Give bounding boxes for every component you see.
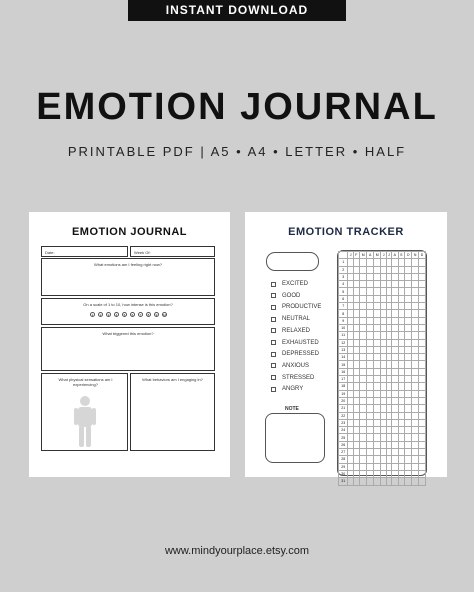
grid-row <box>339 390 426 397</box>
grid-cell <box>359 390 367 397</box>
grid-row <box>339 281 426 288</box>
grid-cell <box>412 295 419 302</box>
grid-cell <box>359 295 367 302</box>
day-number: 11 <box>339 332 348 339</box>
grid-cell <box>359 259 367 266</box>
grid-cell <box>359 441 367 448</box>
grid-cell <box>373 368 381 375</box>
date-label: Date: <box>45 250 55 255</box>
checkbox-icon <box>271 305 276 310</box>
grid-row <box>339 266 426 273</box>
grid-cell <box>419 295 426 302</box>
grid-cell <box>412 463 419 470</box>
grid-cell <box>373 317 381 324</box>
trigger-box <box>41 327 215 371</box>
grid-cell <box>412 405 419 412</box>
day-number: 28 <box>339 456 348 463</box>
scale-dot: 2 <box>99 313 102 317</box>
grid-cell <box>405 273 412 280</box>
date-field <box>41 246 128 257</box>
grid-cell <box>412 441 419 448</box>
grid-cell <box>412 470 419 477</box>
grid-row <box>339 419 426 426</box>
day-number: 17 <box>339 376 348 383</box>
grid-cell <box>405 449 412 456</box>
grid-row <box>339 310 426 317</box>
grid-cell <box>373 332 381 339</box>
emotion-label: PRODUCTIVE <box>282 304 322 311</box>
grid-row <box>339 324 426 331</box>
day-number: 10 <box>339 324 348 331</box>
grid-cell <box>405 259 412 266</box>
month-header: A <box>392 252 398 259</box>
grid-cell <box>405 434 412 441</box>
month-header: D <box>419 252 426 259</box>
grid-row <box>339 332 426 339</box>
grid-cell <box>405 281 412 288</box>
emotion-item <box>271 363 309 369</box>
month-header: O <box>405 252 412 259</box>
grid-cell <box>373 361 381 368</box>
emotion-label: ANXIOUS <box>282 362 310 369</box>
grid-cell <box>359 281 367 288</box>
grid-cell <box>359 412 367 419</box>
grid-cell <box>359 449 367 456</box>
grid-row <box>339 397 426 404</box>
grid-cell <box>419 397 426 404</box>
grid-cell <box>419 478 426 485</box>
pill-label-box <box>266 252 319 271</box>
grid-cell <box>419 419 426 426</box>
grid-cell <box>419 324 426 331</box>
tracker-page <box>245 212 447 484</box>
emotion-item <box>271 375 314 381</box>
intensity-box <box>41 298 215 325</box>
grid-cell <box>419 332 426 339</box>
grid-cell <box>405 368 412 375</box>
grid-row <box>339 383 426 390</box>
grid-cell <box>419 449 426 456</box>
grid-cell <box>405 266 412 273</box>
emotion-label: NEUTRAL <box>282 316 311 323</box>
emotion-label: GOOD <box>282 292 301 299</box>
grid-cell <box>405 441 412 448</box>
grid-row <box>339 354 426 361</box>
scale-dot: 6 <box>131 313 134 317</box>
grid-cell <box>419 368 426 375</box>
grid-cell <box>359 463 367 470</box>
scale-dot: 4 <box>115 313 118 317</box>
month-header: F <box>355 253 358 258</box>
day-number: 15 <box>339 361 348 368</box>
grid-cell <box>373 354 381 361</box>
grid-cell <box>405 361 412 368</box>
grid-cell <box>405 376 412 383</box>
grid-cell <box>373 434 381 441</box>
grid-cell <box>359 346 367 353</box>
grid-row <box>339 295 426 302</box>
month-header: J <box>388 253 390 258</box>
day-number: 29 <box>339 463 348 470</box>
grid-cell <box>359 427 367 434</box>
grid-cell <box>412 346 419 353</box>
emotion-label: RELAXED <box>282 327 311 334</box>
grid-cell <box>419 354 426 361</box>
grid-row <box>339 339 426 346</box>
grid-row <box>339 303 426 310</box>
grid-row <box>339 478 426 485</box>
tracker-table <box>338 251 426 486</box>
grid-cell <box>419 273 426 280</box>
grid-cell <box>412 361 419 368</box>
grid-row <box>339 449 426 456</box>
tracker-grid <box>337 250 427 484</box>
grid-cell <box>373 281 381 288</box>
grid-cell <box>412 259 419 266</box>
grid-cell <box>359 266 367 273</box>
grid-row <box>339 470 426 477</box>
day-number: 25 <box>339 434 348 441</box>
grid-cell <box>405 317 412 324</box>
day-number: 23 <box>339 419 348 426</box>
emotion-item <box>271 293 300 299</box>
scale-dot: 3 <box>107 313 110 317</box>
grid-cell <box>373 310 381 317</box>
grid-cell <box>373 303 381 310</box>
checkbox-icon <box>271 328 276 333</box>
emotion-item <box>271 304 321 310</box>
day-number: 30 <box>339 470 348 477</box>
grid-cell <box>405 412 412 419</box>
grid-cell <box>412 427 419 434</box>
grid-cell <box>373 339 381 346</box>
grid-cell <box>412 397 419 404</box>
grid-cell <box>373 390 381 397</box>
grid-cell <box>405 397 412 404</box>
grid-cell <box>412 376 419 383</box>
grid-cell <box>412 434 419 441</box>
grid-header-row <box>339 252 426 259</box>
day-number: 8 <box>339 310 348 317</box>
grid-cell <box>412 478 419 485</box>
day-number: 13 <box>339 346 348 353</box>
emotion-label: EXCITED <box>282 281 309 287</box>
day-number: 3 <box>339 273 348 280</box>
grid-cell <box>373 346 381 353</box>
grid-cell <box>419 303 426 310</box>
grid-cell <box>373 259 381 266</box>
grid-cell <box>412 273 419 280</box>
grid-cell <box>373 456 381 463</box>
checkbox-icon <box>271 317 276 322</box>
grid-cell <box>373 427 381 434</box>
body-figure-icon <box>74 396 96 448</box>
grid-cell <box>405 456 412 463</box>
grid-cell <box>359 339 367 346</box>
day-number: 12 <box>339 339 348 346</box>
subtitle: PRINTABLE PDF | A5 • A4 • LETTER • HALF <box>67 144 407 159</box>
grid-cell <box>405 346 412 353</box>
grid-cell <box>419 383 426 390</box>
grid-cell <box>419 361 426 368</box>
emotions-box <box>41 258 215 296</box>
journal-title: EMOTION JOURNAL <box>71 226 188 238</box>
emotion-item <box>271 328 310 334</box>
month-header: M <box>373 252 381 259</box>
instant-download-banner: INSTANT DOWNLOAD <box>128 0 346 21</box>
day-number: 16 <box>339 368 348 375</box>
note-label: NOTE <box>285 406 299 412</box>
day-number: 9 <box>339 317 348 324</box>
grid-cell <box>412 390 419 397</box>
sensations-box <box>41 373 128 451</box>
grid-cell <box>419 434 426 441</box>
grid-cell <box>405 427 412 434</box>
grid-cell <box>373 273 381 280</box>
emotion-label: STRESSED <box>282 374 315 381</box>
grid-cell <box>359 288 367 295</box>
grid-cell <box>412 266 419 273</box>
grid-cell <box>419 281 426 288</box>
grid-cell <box>412 456 419 463</box>
q2-label: On a scale of 1 to 10, how intense is this emotion? <box>83 302 173 307</box>
grid-row <box>339 259 426 266</box>
grid-cell <box>412 449 419 456</box>
grid-cell <box>412 303 419 310</box>
grid-cell <box>373 478 381 485</box>
grid-cell <box>419 456 426 463</box>
emotion-item <box>271 386 303 392</box>
grid-cell <box>359 332 367 339</box>
grid-cell <box>359 354 367 361</box>
grid-cell <box>373 383 381 390</box>
scale-dot: 5 <box>123 313 126 317</box>
grid-row <box>339 273 426 280</box>
grid-row <box>339 288 426 295</box>
week-label: Week Of: <box>134 250 151 255</box>
grid-row <box>339 317 426 324</box>
month-header: A <box>367 252 373 259</box>
grid-row <box>339 368 426 375</box>
day-number: 4 <box>339 281 348 288</box>
main-title: EMOTION JOURNAL <box>36 86 438 128</box>
grid-cell <box>419 346 426 353</box>
day-number: 19 <box>339 390 348 397</box>
grid-cell <box>373 288 381 295</box>
grid-row <box>339 405 426 412</box>
grid-cell <box>359 324 367 331</box>
checkbox-icon <box>271 375 276 380</box>
grid-cell <box>412 412 419 419</box>
grid-corner <box>339 252 348 259</box>
grid-cell <box>359 397 367 404</box>
grid-cell <box>412 419 419 426</box>
grid-cell <box>419 317 426 324</box>
grid-cell <box>419 339 426 346</box>
grid-cell <box>359 405 367 412</box>
month-header: J <box>382 253 385 258</box>
grid-cell <box>405 339 412 346</box>
grid-cell <box>419 259 426 266</box>
grid-cell <box>373 412 381 419</box>
day-number: 20 <box>339 397 348 404</box>
grid-cell <box>359 376 367 383</box>
emotion-label: DEPRESSED <box>282 351 320 358</box>
grid-cell <box>419 441 426 448</box>
q1-label: What emotions am I feeling right now? <box>93 262 163 267</box>
grid-cell <box>373 463 381 470</box>
month-header: N <box>412 252 419 259</box>
grid-cell <box>405 478 412 485</box>
grid-cell <box>405 354 412 361</box>
grid-row <box>339 361 426 368</box>
grid-cell <box>419 266 426 273</box>
grid-cell <box>405 310 412 317</box>
grid-cell <box>412 317 419 324</box>
day-number: 22 <box>339 412 348 419</box>
grid-row <box>339 412 426 419</box>
grid-cell <box>373 324 381 331</box>
checkbox-icon <box>271 363 276 368</box>
day-number: 1 <box>339 259 348 266</box>
day-number: 26 <box>339 441 348 448</box>
scale-dot: 7 <box>139 313 142 317</box>
grid-cell <box>373 419 381 426</box>
grid-cell <box>419 405 426 412</box>
grid-cell <box>405 324 412 331</box>
grid-cell <box>359 273 367 280</box>
grid-cell <box>419 310 426 317</box>
grid-cell <box>419 463 426 470</box>
scale-dot: 8 <box>147 313 150 317</box>
grid-cell <box>419 376 426 383</box>
footer-url: www.mindyourplace.etsy.com <box>164 545 310 557</box>
grid-cell <box>412 324 419 331</box>
grid-cell <box>405 419 412 426</box>
grid-cell <box>359 434 367 441</box>
day-number: 2 <box>339 266 348 273</box>
grid-cell <box>359 361 367 368</box>
day-number: 5 <box>339 288 348 295</box>
day-number: 21 <box>339 405 348 412</box>
emotion-item <box>271 340 319 346</box>
checkbox-icon <box>271 282 276 287</box>
scale-dot: 10 <box>163 313 167 317</box>
grid-cell <box>405 332 412 339</box>
day-number: 18 <box>339 383 348 390</box>
note-box <box>265 413 325 463</box>
q4-label: What physical sensations am I experiencing? <box>58 377 113 387</box>
grid-cell <box>373 441 381 448</box>
grid-cell <box>405 303 412 310</box>
grid-cell <box>412 383 419 390</box>
day-number: 7 <box>339 303 348 310</box>
grid-cell <box>412 288 419 295</box>
grid-cell <box>373 449 381 456</box>
grid-cell <box>373 470 381 477</box>
grid-cell <box>359 383 367 390</box>
grid-cell <box>359 478 367 485</box>
grid-cell <box>359 456 367 463</box>
emotion-item <box>271 316 310 322</box>
grid-cell <box>373 376 381 383</box>
grid-cell <box>405 470 412 477</box>
grid-cell <box>419 390 426 397</box>
grid-cell <box>412 310 419 317</box>
grid-cell <box>412 332 419 339</box>
checkbox-icon <box>271 293 276 298</box>
week-field <box>130 246 215 257</box>
grid-row <box>339 463 426 470</box>
scale-dot: 9 <box>155 313 158 317</box>
grid-row <box>339 441 426 448</box>
behaviors-box <box>130 373 215 451</box>
grid-cell <box>412 354 419 361</box>
grid-cell <box>359 419 367 426</box>
grid-cell <box>405 295 412 302</box>
day-number: 27 <box>339 449 348 456</box>
journal-page <box>29 212 230 477</box>
grid-row <box>339 346 426 353</box>
grid-cell <box>359 368 367 375</box>
month-header: S <box>398 252 404 259</box>
grid-cell <box>419 427 426 434</box>
checkbox-icon <box>271 352 276 357</box>
grid-cell <box>405 390 412 397</box>
grid-cell <box>405 288 412 295</box>
emotion-label: ANGRY <box>282 386 304 393</box>
grid-cell <box>419 288 426 295</box>
day-number: 14 <box>339 354 348 361</box>
grid-row <box>339 376 426 383</box>
month-header: M <box>359 252 367 259</box>
grid-cell <box>412 339 419 346</box>
grid-cell <box>359 303 367 310</box>
emotion-item <box>271 351 319 357</box>
grid-cell <box>405 405 412 412</box>
checkbox-icon <box>271 340 276 345</box>
day-number: 31 <box>339 478 348 485</box>
grid-cell <box>359 470 367 477</box>
grid-cell <box>419 470 426 477</box>
q3-label: What triggered this emotion? <box>102 331 154 336</box>
grid-cell <box>359 310 367 317</box>
grid-cell <box>373 266 381 273</box>
grid-row <box>339 456 426 463</box>
grid-row <box>339 427 426 434</box>
grid-cell <box>373 295 381 302</box>
grid-cell <box>412 368 419 375</box>
grid-cell <box>373 397 381 404</box>
emotion-label: EXHAUSTED <box>282 339 319 346</box>
q5-label: What behaviors am I engaging in? <box>142 377 203 382</box>
tracker-title: EMOTION TRACKER <box>288 226 404 238</box>
grid-cell <box>373 405 381 412</box>
emotion-item <box>271 281 308 287</box>
grid-cell <box>419 412 426 419</box>
grid-row <box>339 434 426 441</box>
day-number: 6 <box>339 295 348 302</box>
grid-cell <box>405 463 412 470</box>
month-header: J <box>349 253 352 258</box>
grid-cell <box>412 281 419 288</box>
grid-cell <box>405 383 412 390</box>
scale-dot: 1 <box>91 313 94 317</box>
grid-cell <box>359 317 367 324</box>
day-number: 24 <box>339 427 348 434</box>
checkbox-icon <box>271 387 276 392</box>
